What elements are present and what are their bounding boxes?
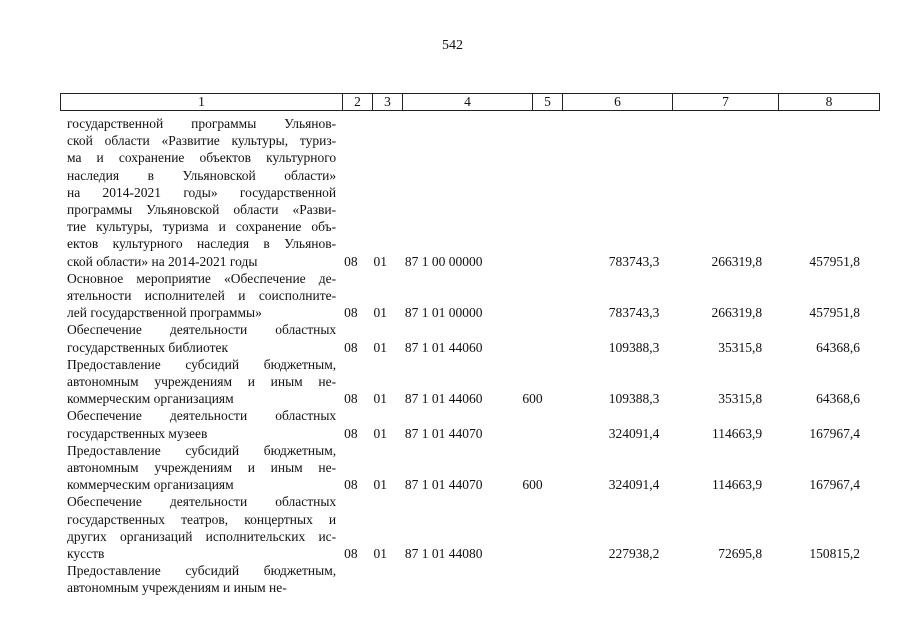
subsection-code: 01 xyxy=(373,546,387,562)
amount-col-8: 457951,8 xyxy=(809,253,860,269)
table-row xyxy=(60,493,860,562)
column-header-8: 8 xyxy=(779,94,880,111)
subsection-code: 01 xyxy=(373,305,387,321)
subsection-code: 01 xyxy=(373,391,387,407)
amount-col-7: 35315,8 xyxy=(718,391,763,407)
description-line: коммерческим организациям xyxy=(67,477,234,493)
column-header-table xyxy=(60,93,880,111)
amount-col-8: 167967,4 xyxy=(809,425,860,441)
amount-col-6: 324091,4 xyxy=(608,425,660,441)
expense-type-code: 600 xyxy=(522,477,543,493)
description-line: наследия в Ульяновской области» xyxy=(67,167,337,183)
table-row xyxy=(60,562,860,596)
subsection-code: 01 xyxy=(373,253,387,269)
column-header-5: 5 xyxy=(533,94,563,111)
section-code: 08 xyxy=(344,339,358,355)
section-code: 08 xyxy=(344,477,358,493)
page-number: 542 xyxy=(442,38,463,53)
amount-col-8: 64368,6 xyxy=(816,391,860,407)
row-description xyxy=(60,321,336,355)
amount-col-6: 783743,3 xyxy=(608,305,660,321)
description-line: Обеспечение деятельности областных xyxy=(67,494,337,510)
description-line: Обеспечение деятельности областных xyxy=(67,322,337,338)
expense-type-code: 600 xyxy=(522,391,543,407)
description-line: лей государственной программы» xyxy=(67,305,262,321)
amount-col-6: 324091,4 xyxy=(608,477,660,493)
description-line: кусств xyxy=(67,546,105,562)
row-description xyxy=(60,442,336,494)
amount-col-7: 114663,9 xyxy=(711,477,763,493)
target-article-code: 87 1 01 00000 xyxy=(404,305,483,321)
target-article-code: 87 1 01 44060 xyxy=(404,339,483,355)
column-header-1: 1 xyxy=(61,94,343,111)
row-description xyxy=(60,115,336,270)
subsection-code: 01 xyxy=(373,477,387,493)
table-row xyxy=(60,270,860,322)
amount-col-7: 266319,8 xyxy=(711,253,763,269)
amount-col-8: 457951,8 xyxy=(809,305,860,321)
description-line: ма и сохранение объектов культурного xyxy=(67,150,337,166)
section-code: 08 xyxy=(344,305,358,321)
description-line: государственных театров, концертных и xyxy=(67,511,337,527)
description-line: ятельности исполнителей и соисполните- xyxy=(67,288,337,304)
description-line: программы Ульяновской области «Разви- xyxy=(67,202,337,218)
description-line: автономным учреждениям и иным не- xyxy=(67,460,337,476)
description-line: государственных музеев xyxy=(67,425,208,441)
subsection-code: 01 xyxy=(373,425,387,441)
table-row xyxy=(60,407,860,441)
column-header-6: 6 xyxy=(563,94,673,111)
section-code: 08 xyxy=(344,253,358,269)
budget-table-body xyxy=(60,115,860,597)
description-line: государственных библиотек xyxy=(67,339,229,355)
target-article-code: 87 1 01 44070 xyxy=(404,425,483,441)
amount-col-7: 72695,8 xyxy=(718,546,763,562)
section-code: 08 xyxy=(344,391,358,407)
description-line: ской области» на 2014-2021 годы xyxy=(67,253,258,269)
amount-col-7: 114663,9 xyxy=(711,425,763,441)
description-line: Предоставление субсидий бюджетным, xyxy=(67,563,337,579)
column-header-3: 3 xyxy=(373,94,403,111)
target-article-code: 87 1 01 44080 xyxy=(404,546,483,562)
description-line: ектов культурного наследия в Ульянов- xyxy=(67,236,337,252)
amount-col-8: 64368,6 xyxy=(816,339,860,355)
column-header-2: 2 xyxy=(343,94,373,111)
description-line: Предоставление субсидий бюджетным, xyxy=(67,356,337,372)
description-line: на 2014-2021 годы» государственной xyxy=(67,184,337,200)
column-header-row xyxy=(61,94,880,111)
row-description xyxy=(60,562,336,596)
description-line: государственной программы Ульянов- xyxy=(67,116,337,131)
amount-col-8: 167967,4 xyxy=(809,477,860,493)
section-code: 08 xyxy=(344,425,358,441)
description-line: автономным учреждениям и иным не- xyxy=(67,580,287,596)
description-line: коммерческим организациям xyxy=(67,391,234,407)
row-description xyxy=(60,407,336,441)
table-row xyxy=(60,356,860,408)
table-row xyxy=(60,115,860,270)
column-header-4: 4 xyxy=(403,94,533,111)
column-header-7: 7 xyxy=(673,94,779,111)
description-line: тие культуры, туризма и сохранение объ- xyxy=(67,219,337,235)
table-row xyxy=(60,321,860,355)
amount-col-8: 150815,2 xyxy=(809,546,860,562)
row-description xyxy=(60,356,336,408)
target-article-code: 87 1 01 44060 xyxy=(404,391,483,407)
section-code: 08 xyxy=(344,546,358,562)
description-line: Предоставление субсидий бюджетным, xyxy=(67,442,337,458)
table-row xyxy=(60,442,860,494)
target-article-code: 87 1 00 00000 xyxy=(404,253,483,269)
amount-col-6: 109388,3 xyxy=(608,391,660,407)
row-description xyxy=(60,493,336,562)
description-line: Основное мероприятие «Обеспечение де- xyxy=(67,270,337,286)
row-description xyxy=(60,270,336,322)
description-line: ской области «Развитие культуры, туриз- xyxy=(67,133,337,149)
subsection-code: 01 xyxy=(373,339,387,355)
target-article-code: 87 1 01 44070 xyxy=(404,477,483,493)
amount-col-6: 783743,3 xyxy=(608,253,660,269)
amount-col-7: 266319,8 xyxy=(711,305,763,321)
amount-col-6: 109388,3 xyxy=(608,339,660,355)
amount-col-7: 35315,8 xyxy=(718,339,763,355)
amount-col-6: 227938,2 xyxy=(608,546,660,562)
description-line: Обеспечение деятельности областных xyxy=(67,408,337,424)
description-line: автономным учреждениям и иным не- xyxy=(67,374,337,390)
description-line: других организаций исполнительских ис- xyxy=(67,528,337,544)
